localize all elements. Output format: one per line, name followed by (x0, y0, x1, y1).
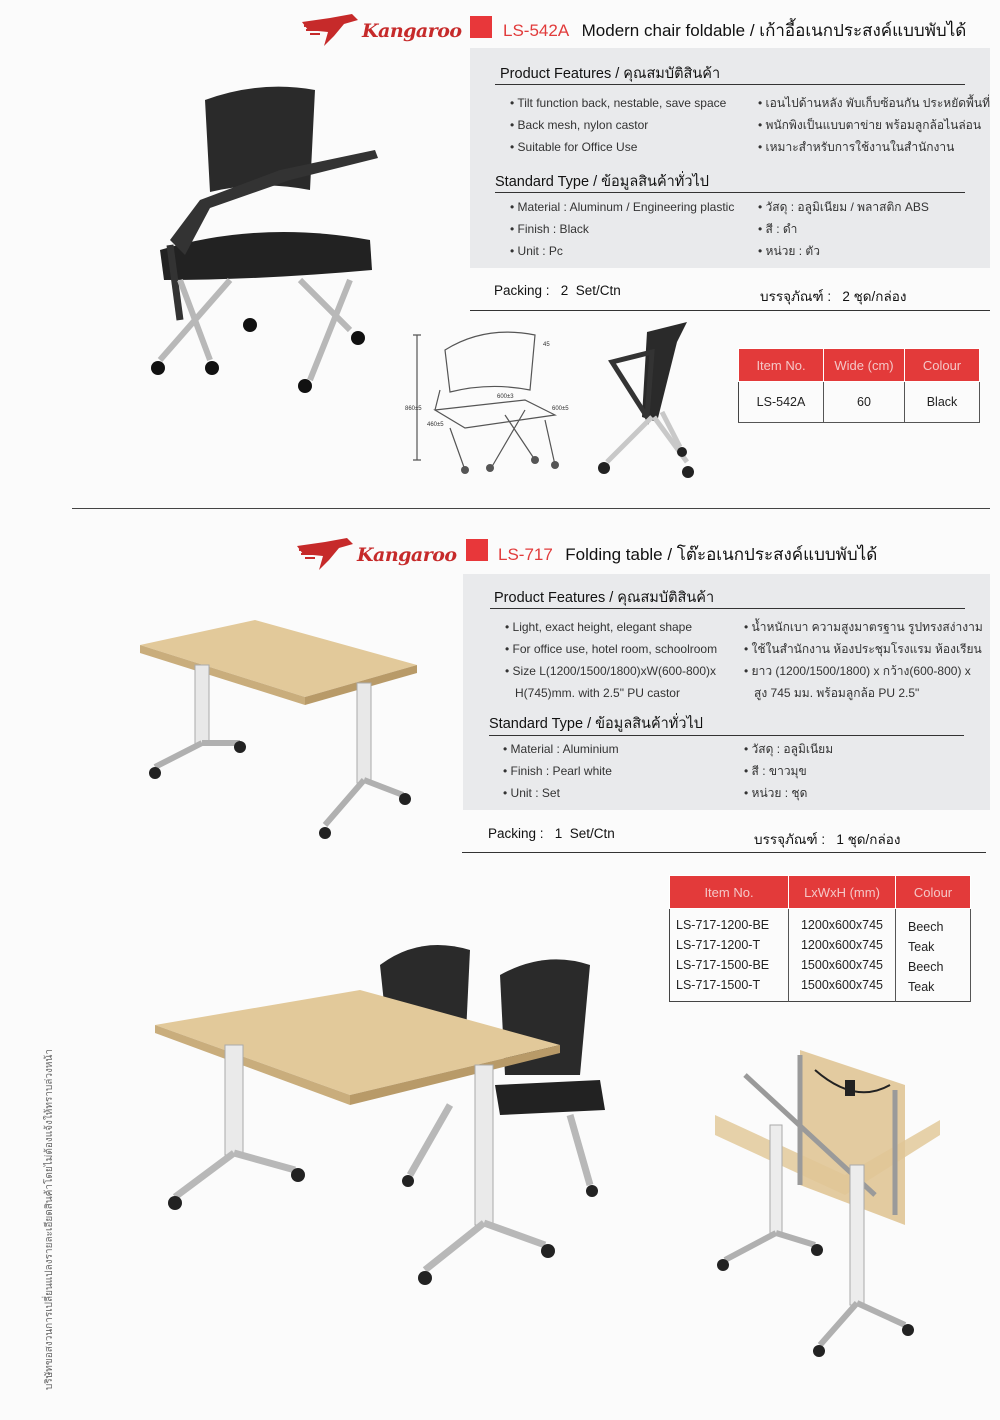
dim-label: 600±5 (552, 406, 569, 412)
product-marker-1 (470, 16, 492, 38)
table-header: Wide (cm) (824, 349, 905, 382)
rule (489, 735, 964, 736)
standard-en-list (510, 196, 734, 262)
feature-item: H(745)mm. with 2.5" PU castor (515, 686, 680, 700)
standard-item: • Unit : Pc (510, 240, 734, 262)
product-header-2 (498, 541, 877, 568)
colour: Beech (908, 960, 944, 974)
dim-label: 45 (543, 342, 550, 348)
product-header-1 (503, 17, 966, 44)
size: 1500x600x745 (800, 958, 884, 972)
features-th-list (744, 616, 983, 704)
dim-label: 460±5 (427, 422, 444, 428)
feature-item: • เหมาะสำหรับการใช้งานในสำนักงาน (758, 136, 990, 158)
feature-item: • ใช้ในสำนักงาน ห้องประชุมโรงแรม ห้องเรียน (744, 638, 983, 660)
packing-th: บรรจุภัณฑ์ : 1 ชุด/กล่อง (754, 832, 901, 847)
standard-item: • หน่วย : ตัว (758, 240, 929, 262)
standard-th-list (744, 738, 833, 804)
item-table-2 (669, 875, 971, 1002)
feature-item: • Size L(1200/1500/1800)xW(600-800)x (505, 660, 717, 682)
standard-item: • Finish : Black (510, 218, 734, 240)
product-code: LS-542A (503, 21, 570, 40)
feature-item: • พนักพิงเป็นแบบตาข่าย พร้อมลูกล้อไนล่อน (758, 114, 990, 136)
brand-logo-1 (300, 10, 460, 50)
item-no: LS-717-1200-T (676, 938, 761, 952)
packing-en: Packing : 2 Set/Ctn (494, 283, 621, 298)
table-header: Item No. (739, 349, 824, 382)
rule (495, 192, 965, 193)
standard-en-list (503, 738, 619, 804)
kangaroo-logo-icon (295, 534, 355, 574)
product-marker-2 (466, 539, 488, 561)
feature-item: • For office use, hotel room, schoolroom (505, 638, 717, 660)
packing-th: บรรจุภัณฑ์ : 2 ชุด/กล่อง (760, 289, 907, 304)
size: 1500x600x745 (800, 978, 884, 992)
table-row (670, 909, 971, 1002)
brand-logo-2 (295, 534, 455, 574)
colour: Beech (908, 920, 944, 934)
kangaroo-logo-icon (300, 10, 360, 50)
product-code: LS-717 (498, 545, 553, 564)
standard-item: • Material : Aluminium (503, 738, 619, 760)
standard-heading: Standard Type / ข้อมูลสินค้าทั่วไป (489, 716, 704, 732)
table-cell: LS-542A (739, 382, 824, 423)
item-no: LS-717-1200-BE (676, 918, 770, 932)
table-header: Item No. (670, 876, 789, 909)
size-cell (789, 909, 896, 1002)
standard-item: • Material : Aluminum / Engineering plastic (510, 196, 734, 218)
chair-dimension-drawing (405, 320, 590, 480)
product-title: Folding table / โต๊ะอเนกประสงค์แบบพับได้ (565, 545, 878, 564)
standard-item: • สี : ดำ (758, 218, 929, 240)
rule (495, 84, 965, 85)
features-th-list (758, 92, 990, 158)
table-header: Colour (905, 349, 980, 382)
feature-item: • Tilt function back, nestable, save space (510, 92, 726, 114)
chair-folded-photo (592, 322, 702, 480)
chair-photo (140, 80, 390, 400)
item-no-cell (670, 909, 789, 1002)
features-en-list (505, 616, 717, 704)
brand-name: Kangaroo (362, 20, 462, 42)
standard-item: • วัสดุ : อลูมิเนียม / พลาสติก ABS (758, 196, 929, 218)
dim-label: 860±5 (405, 406, 422, 412)
section-divider (72, 508, 990, 509)
standard-item: • Unit : Set (503, 782, 619, 804)
feature-item: สูง 745 มม. พร้อมลูกล้อ PU 2.5" (754, 686, 920, 700)
standard-th-list (758, 196, 929, 262)
standard-item: • หน่วย : ชุด (744, 782, 833, 804)
features-heading: Product Features / คุณสมบัติสินค้า (500, 66, 721, 82)
colour: Teak (908, 980, 935, 994)
table-header: LxWxH (mm) (789, 876, 896, 909)
rule (490, 608, 965, 609)
packing-en: Packing : 1 Set/Ctn (488, 826, 615, 841)
feature-item: • Suitable for Office Use (510, 136, 726, 158)
feature-item: • ยาว (1200/1500/1800) x กว้าง(600-800) x (744, 660, 983, 682)
product-title: Modern chair foldable / เก้าอี้อเนกประสงค์แบบพับได้ (581, 21, 967, 40)
disclaimer-note: บริษัทขอสงวนการเปลี่ยนแปลงรายละเอียดสินค้าโดยไม่ต้องแจ้งให้ทราบล่วงหน้า (44, 1049, 55, 1390)
size: 1200x600x745 (800, 938, 884, 952)
table-row (739, 382, 980, 423)
table-folding-mechanism-photo (705, 1045, 945, 1375)
rule (462, 852, 986, 853)
feature-item: • เอนไปด้านหลัง พับเก็บซ้อนกัน ประหยัดพื้นที่ (758, 92, 990, 114)
item-no: LS-717-1500-BE (676, 958, 770, 972)
feature-item: • Back mesh, nylon castor (510, 114, 726, 136)
rule (470, 310, 990, 311)
dim-label: 600±3 (497, 394, 514, 400)
folding-table-photo (135, 615, 420, 845)
brand-name: Kangaroo (357, 544, 457, 566)
features-heading: Product Features / คุณสมบัติสินค้า (494, 590, 715, 606)
standard-item: • วัสดุ : อลูมิเนียม (744, 738, 833, 760)
table-cell: Black (905, 382, 980, 423)
table-with-chairs-photo (150, 935, 620, 1325)
standard-heading: Standard Type / ข้อมูลสินค้าทั่วไป (495, 174, 710, 190)
item-no: LS-717-1500-T (676, 978, 761, 992)
table-cell: 60 (824, 382, 905, 423)
colour-cell (896, 909, 971, 1002)
standard-item: • สี : ขาวมุข (744, 760, 833, 782)
features-en-list (510, 92, 726, 158)
feature-item: • น้ำหนักเบา ความสูงมาตรฐาน รูปทรงสง่างาม (744, 616, 983, 638)
colour: Teak (908, 940, 935, 954)
item-table-1 (738, 348, 980, 423)
table-header: Colour (896, 876, 971, 909)
size: 1200x600x745 (800, 918, 884, 932)
feature-item: • Light, exact height, elegant shape (505, 616, 717, 638)
standard-item: • Finish : Pearl white (503, 760, 619, 782)
